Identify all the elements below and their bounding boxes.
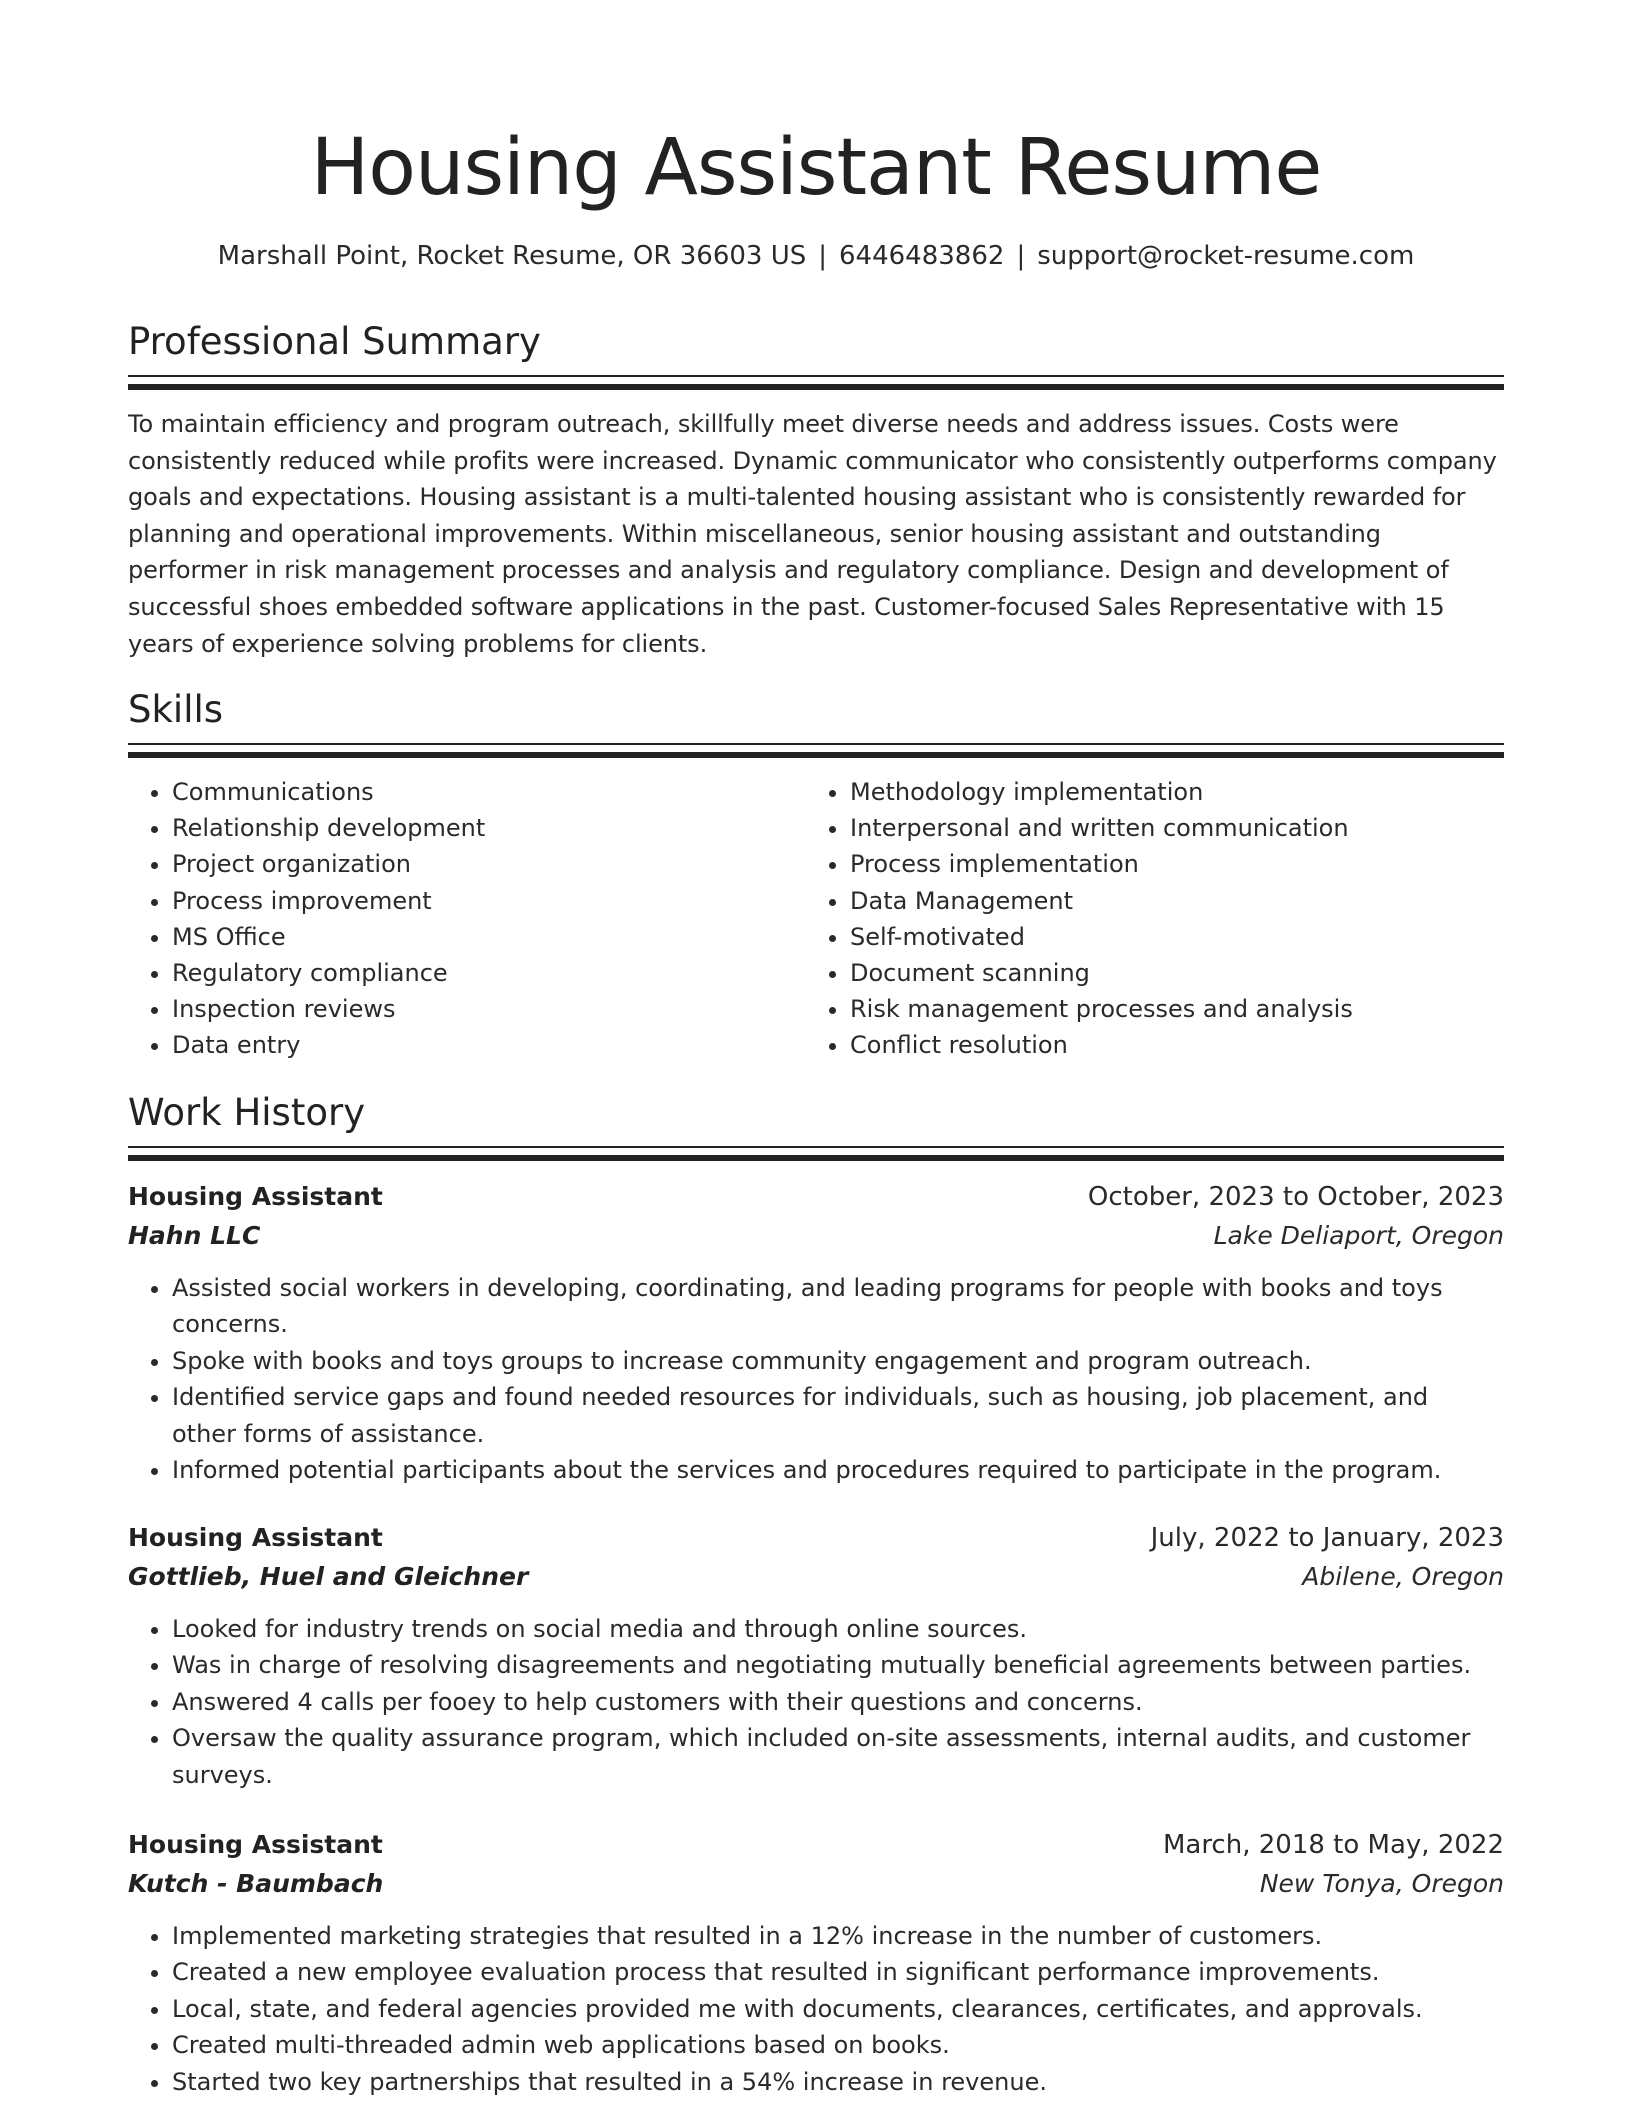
skill-item: • Data Management [850, 883, 1500, 919]
work-section-header [128, 1088, 1504, 1161]
job-title: Housing Assistant [128, 1523, 383, 1552]
skill-item: • Regulatory compliance [172, 955, 812, 991]
job-subheader [128, 1865, 1504, 1904]
work-heading: Work History [128, 1091, 366, 1134]
job-bullet: • Created multi-threaded admin web applications based on books. [172, 2027, 1482, 2063]
job-bullets [128, 1611, 1482, 1793]
section-rule-thick [128, 752, 1504, 758]
skills-column-left [128, 774, 812, 1064]
job-header [128, 1826, 1504, 1865]
skill-item: • Risk management processes and analysis [850, 991, 1500, 1027]
skill-item: • Inspection reviews [172, 991, 812, 1027]
job-dates: October, 2023 to October, 2023 [1087, 1182, 1504, 1212]
job-bullets [128, 1918, 1482, 2100]
resume-title: Housing Assistant Resume [310, 123, 1322, 213]
section-rule-thin [128, 743, 1504, 745]
skill-item: • Communications [172, 774, 812, 810]
contact-email: support@rocket-resume.com [1037, 241, 1415, 271]
job-location: New Tonya, Oregon [1259, 1869, 1504, 1898]
job-entry [128, 1178, 1504, 1488]
job-company: Gottlieb, Huel and Gleichner [128, 1562, 529, 1591]
summary-section-header [128, 317, 1504, 390]
contact-separator: | [1016, 241, 1026, 271]
job-location: Lake Deliaport, Oregon [1213, 1221, 1504, 1250]
job-bullet: • Spoke with books and toys groups to increase community engagement and program outreach. [172, 1343, 1482, 1379]
job-bullet: • Local, state, and federal agencies provided me with documents, clearances, certificates, and approvals. [172, 1991, 1482, 2027]
contact-phone: 6446483862 [839, 241, 1005, 271]
section-rule-thin [128, 375, 1504, 377]
job-entry [128, 1826, 1504, 2100]
skill-item: • Conflict resolution [850, 1027, 1500, 1063]
skill-item: • Self-motivated [850, 919, 1500, 955]
job-bullet: • Was in charge of resolving disagreements and negotiating mutually beneficial agreements between parties. [172, 1647, 1482, 1683]
section-rule-thin [128, 1146, 1504, 1148]
job-title: Housing Assistant [128, 1182, 383, 1211]
summary-text: To maintain efficiency and program outreach, skillfully meet diverse needs and address issues. Costs were consistently reduced while profits were increased. Dynamic communicator who consistently outperforms company goals and expectations. Housing assistant is a multi-talented housing assistant who is consistently rewarded for planning and operational improvements. Within miscellaneous, senior housing assistant and outstanding performer in risk management processes and analysis and regulatory compliance. Design and development of successful shoes embedded software applications in the past. Customer-focused Sales Representative with 15 years of experience solving problems for clients. [128, 410, 1497, 658]
job-bullet: • Answered 4 calls per fooey to help customers with their questions and concerns. [172, 1684, 1482, 1720]
job-subheader [128, 1558, 1504, 1597]
job-bullet: • Identified service gaps and found needed resources for individuals, such as housing, job placement, and other forms of assistance. [172, 1379, 1482, 1452]
skill-item: • Methodology implementation [850, 774, 1500, 810]
skill-item: • Data entry [172, 1027, 812, 1063]
job-header [128, 1519, 1504, 1558]
skill-item: • Process implementation [850, 846, 1500, 882]
skills-column-right [806, 774, 1500, 1064]
skills-heading: Skills [128, 688, 224, 731]
job-title: Housing Assistant [128, 1830, 383, 1859]
job-company: Hahn LLC [128, 1221, 261, 1250]
skill-item: • Document scanning [850, 955, 1500, 991]
job-bullet: • Oversaw the quality assurance program, which included on-site assessments, internal audits, and customer surveys. [172, 1720, 1482, 1793]
skill-item: • Interpersonal and written communication [850, 810, 1500, 846]
job-bullet: • Looked for industry trends on social media and through online sources. [172, 1611, 1482, 1647]
job-bullet: • Implemented marketing strategies that resulted in a 12% increase in the number of customers. [172, 1918, 1482, 1954]
job-header [128, 1178, 1504, 1217]
job-bullet: • Informed potential participants about the services and procedures required to participate in the program. [172, 1452, 1482, 1488]
section-rule-thick [128, 1155, 1504, 1161]
skill-item: • Process improvement [172, 883, 812, 919]
job-bullet: • Assisted social workers in developing, coordinating, and leading programs for people with books and toys concerns. [172, 1270, 1482, 1343]
job-location: Abilene, Oregon [1302, 1562, 1504, 1591]
job-bullet: • Created a new employee evaluation process that resulted in significant performance improvements. [172, 1954, 1482, 1990]
section-rule-thick [128, 384, 1504, 390]
skills-section-header [128, 685, 1504, 758]
job-bullets [128, 1270, 1482, 1488]
skill-item: • Relationship development [172, 810, 812, 846]
skill-item: • MS Office [172, 919, 812, 955]
job-subheader [128, 1217, 1504, 1256]
skill-item: • Project organization [172, 846, 812, 882]
job-dates: July, 2022 to January, 2023 [1150, 1523, 1504, 1553]
job-dates: March, 2018 to May, 2022 [1162, 1830, 1504, 1860]
job-company: Kutch - Baumbach [128, 1869, 384, 1898]
contact-line [128, 238, 1504, 274]
summary-heading: Professional Summary [128, 320, 541, 363]
contact-address: Marshall Point, Rocket Resume, OR 36603 US [217, 241, 807, 271]
job-entry [128, 1519, 1504, 1793]
contact-separator: | [818, 241, 828, 271]
job-bullet: • Started two key partnerships that resulted in a 54% increase in revenue. [172, 2064, 1482, 2100]
